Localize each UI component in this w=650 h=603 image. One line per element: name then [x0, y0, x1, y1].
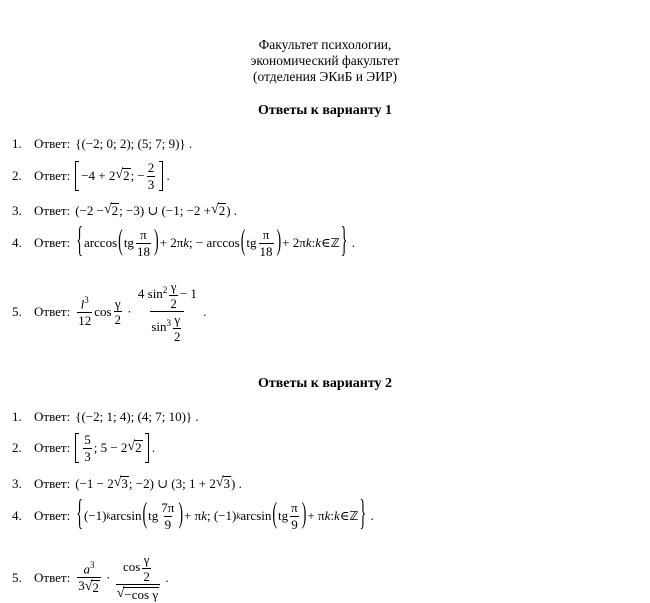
v1-answer-4 [12, 222, 355, 262]
answer-label: Ответ: [34, 508, 71, 524]
item-number: 4. [12, 508, 22, 524]
v2-answer-5 [12, 553, 169, 603]
v1-answer-1 [12, 136, 192, 152]
item-number: 3. [12, 476, 22, 491]
header-faculty-psychology: Факультет психологии, [258, 37, 392, 52]
v2-answer-2 [12, 433, 155, 463]
item-number: 5. [12, 303, 22, 319]
variant-2-title: Ответы к варианту 2 [257, 376, 393, 391]
answer-formula: { arccos ( tg $\frac{\pi}{18}$ ) + 2π k ; − arccos ( tg $\frac{\pi}{18}$ ) + 2π k : k ∈ ℤ } . [76, 222, 355, 262]
answer-label: Ответ: [34, 303, 71, 319]
v2-answer-3 [12, 476, 242, 492]
answer-formula: $\frac{5}{3}$ ; 5 − 2 √ 2 . [75, 433, 155, 463]
item-number: 2. [12, 440, 22, 456]
v1-answer-3 [12, 203, 237, 219]
answer-label: Ответ: [34, 409, 71, 424]
v2-answer-1 [12, 409, 199, 425]
item-number: 5. [12, 569, 22, 585]
item-number: 2. [12, 168, 22, 184]
answer-formula: {(−2; 1; 4); (4; 7; 10)} . [75, 409, 199, 424]
header-faculty-economics: экономический факультет [250, 53, 400, 68]
answer-formula: {(−2; 0; 2); (5; 7; 9)} . [75, 136, 193, 151]
answer-formula: −4 + 2 √ 2 ; − $\frac{2}{3}$ . [75, 161, 170, 191]
item-number: 4. [12, 235, 22, 251]
answer-label: Ответ: [34, 168, 71, 184]
answer-label: Ответ: [34, 476, 71, 491]
answer-label: Ответ: [34, 136, 71, 151]
v1-answer-2 [12, 161, 170, 191]
item-number: 1. [12, 409, 22, 424]
answer-formula: $\frac{l^3}{12}$ cos $\frac{\gamma}{2}$ · 4 $\sin^2$ $\frac{\gamma}{2}$ − 1 $\sin^3$ $\frac{\gamma}{2}$ . [78, 279, 207, 344]
answer-label: Ответ: [34, 440, 71, 456]
answer-formula: (−2 − √ 2 ; −3) ∪ (−1; −2 + √ 2 ) . [75, 202, 238, 219]
answer-formula: { (−1) k arcsin ( tg $\frac{7\pi}{9}$ ) + π k ; (−1) k arcsin ( tg $\frac{\pi}{9}$ ) + π k : k ∈ ℤ } . [76, 495, 374, 535]
answer-label: Ответ: [34, 203, 71, 218]
item-number: 1. [12, 136, 22, 151]
v2-answer-4 [12, 495, 374, 535]
item-number: 3. [12, 203, 22, 218]
header-departments: (отделения ЭКиБ и ЭИР) [253, 69, 397, 84]
variant-1-title: Ответы к варианту 1 [257, 103, 393, 118]
v1-answer-5 [12, 280, 206, 344]
answer-formula: (−1 − 2 √ 3 ; −2) ∪ (3; 1 + 2 √ 3 ) . [75, 475, 242, 492]
answer-label: Ответ: [34, 569, 71, 585]
answer-formula: $a^3$ 3 √ 2 · cos $\frac{\gamma}{2}$ √ −cos γ . [78, 552, 169, 603]
answer-label: Ответ: [34, 235, 71, 251]
